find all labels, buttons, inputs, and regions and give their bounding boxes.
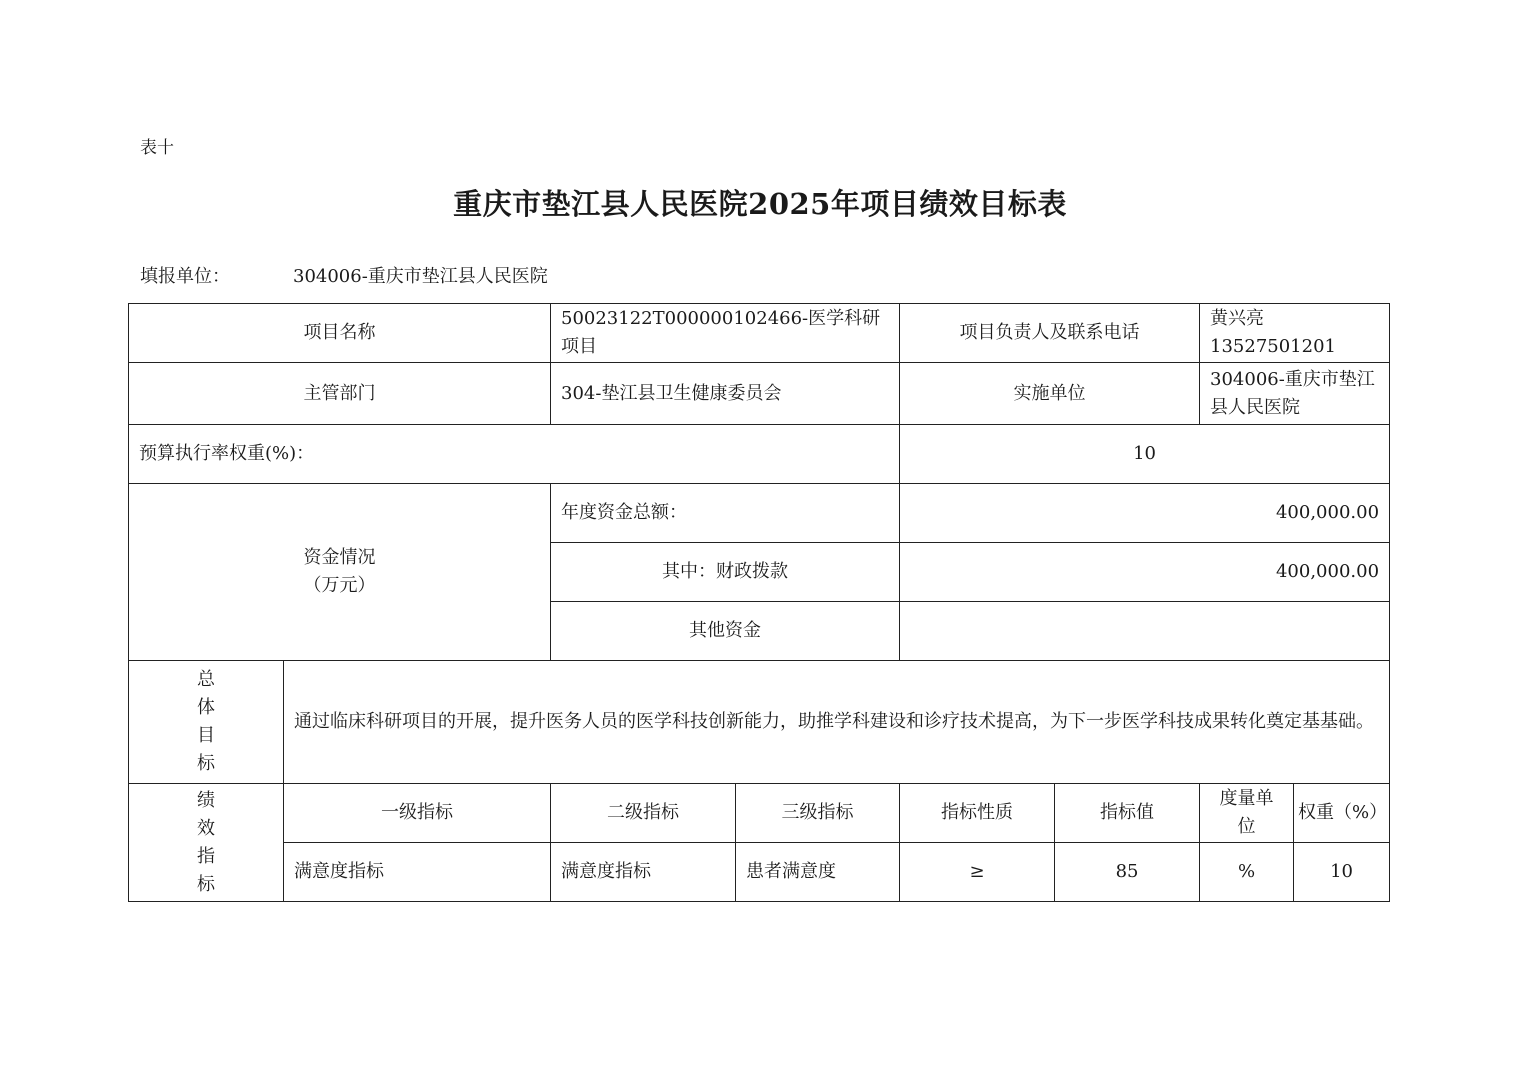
funds-other-value <box>900 602 1390 661</box>
indicator-unit: % <box>1200 843 1294 902</box>
impl-value: 304006-重庆市垫江县人民医院 <box>1200 363 1390 425</box>
project-name-label: 项目名称 <box>129 304 551 363</box>
funds-fiscal-label: 其中：财政拨款 <box>551 543 900 602</box>
funds-label-line1: 资金情况 <box>303 547 376 568</box>
indicator-label-char: 标 <box>197 873 215 895</box>
filler-value: 304006-重庆市垫江县人民医院 <box>293 266 548 287</box>
goal-label-char: 目 <box>197 725 215 746</box>
project-name-value: 50023122T000000102466-医学科研项目 <box>551 304 900 363</box>
funds-label <box>129 484 551 661</box>
goal-label-char: 标 <box>197 753 215 774</box>
budget-rate-value: 10 <box>900 425 1390 484</box>
header-unit: 度量单位 <box>1200 784 1294 843</box>
funds-total-label: 年度资金总额： <box>551 484 900 543</box>
header-weight: 权重（%） <box>1294 784 1390 843</box>
header-level2: 二级指标 <box>551 784 736 843</box>
dept-label: 主管部门 <box>129 363 551 425</box>
goal-label <box>129 661 284 784</box>
dept-value: 304-垫江县卫生健康委员会 <box>551 363 900 425</box>
header-value: 指标值 <box>1055 784 1200 843</box>
indicator-label-char: 效 <box>197 817 215 839</box>
indicator-weight: 10 <box>1294 843 1390 902</box>
indicator-label-char: 绩 <box>197 789 215 811</box>
leader-name: 黄兴亮 <box>1210 308 1265 329</box>
filler-label: 填报单位： <box>140 266 230 287</box>
performance-table <box>128 303 1390 902</box>
project-name-row <box>129 304 1390 363</box>
table-row <box>129 843 1390 902</box>
leader-label: 项目负责人及联系电话 <box>900 304 1200 363</box>
funds-total-row <box>129 484 1390 543</box>
funds-other-label: 其他资金 <box>551 602 900 661</box>
goal-text: 通过临床科研项目的开展，提升医务人员的医学科技创新能力，助推学科建设和诊疗技术提高，为下一步医学科技成果转化奠定基基础。 <box>284 661 1390 784</box>
budget-rate-label: 预算执行率权重(%)： <box>129 425 900 484</box>
indicator-label <box>129 784 284 902</box>
goal-row <box>129 661 1390 784</box>
impl-label: 实施单位 <box>900 363 1200 425</box>
funds-label-line2: （万元） <box>303 575 376 596</box>
funds-fiscal-value: 400,000.00 <box>900 543 1390 602</box>
funds-total-value: 400,000.00 <box>900 484 1390 543</box>
header-level1: 一级指标 <box>284 784 551 843</box>
budget-rate-row <box>129 425 1390 484</box>
indicator-label-char: 指 <box>197 845 215 867</box>
indicator-value: 85 <box>1055 843 1200 902</box>
table-label: 表十 <box>140 138 174 158</box>
page-title: 重庆市垫江县人民医院2025年项目绩效目标表 <box>453 187 1067 221</box>
goal-label-char: 体 <box>197 697 215 718</box>
indicator-nature: ≥ <box>900 843 1055 902</box>
indicator-level1: 满意度指标 <box>284 843 551 902</box>
header-level3: 三级指标 <box>736 784 900 843</box>
leader-cell <box>1200 304 1390 363</box>
indicator-level3: 患者满意度 <box>736 843 900 902</box>
header-nature: 指标性质 <box>900 784 1055 843</box>
indicator-header-row <box>129 784 1390 843</box>
goal-label-char: 总 <box>197 669 215 690</box>
indicator-level2: 满意度指标 <box>551 843 736 902</box>
department-row <box>129 363 1390 425</box>
leader-phone: 13527501201 <box>1210 336 1336 357</box>
